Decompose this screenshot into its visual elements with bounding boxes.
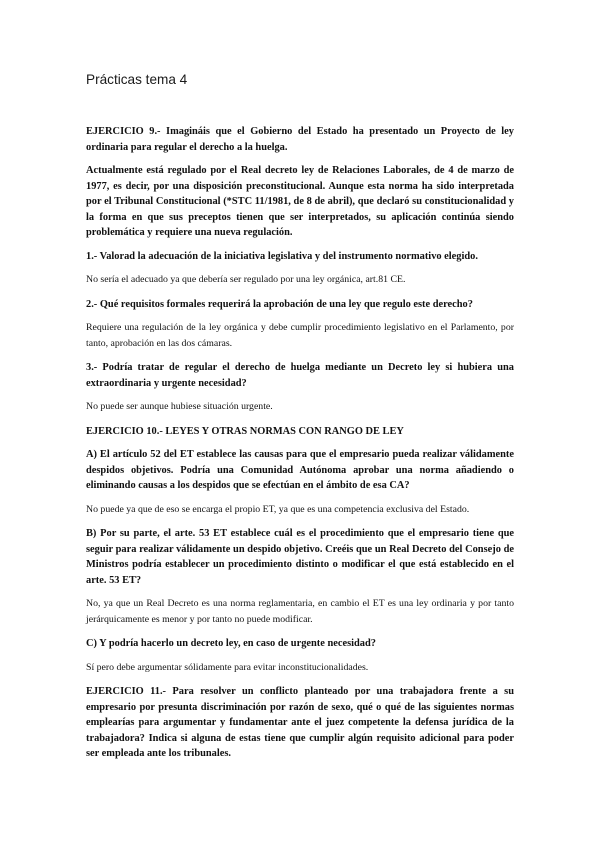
question-b: B) Por su parte, el arte. 53 ET establece cuál es el procedimiento que el empresario tiene que seguir para realizar válidamente un despido objetivo. Creéis que un Real Decreto del Consejo de Ministros podría establecer un procedimiento distinto o modificar el que está establecido en el arte. 53 ET? — [86, 528, 514, 586]
answer-1: No sería el adecuado ya que debería ser regulado por una ley orgánica, art.81 CE. — [86, 274, 406, 285]
answer-2: Requiere una regulación de la ley orgánica y debe cumplir procedimiento legislativo en el Parlamento, por tanto, aprobación en las dos cámaras. — [86, 322, 514, 349]
question-3: 3.- Podría tratar de regular el derecho de huelga mediante un Decreto ley si hubiera una extraordinaria y urgente necesidad? — [86, 362, 514, 389]
answer-b: No, ya que un Real Decreto es una norma reglamentaria, en cambio el ET es una ley ordinaria y por tanto jerárquicamente es menor y por tanto no puede modificar. — [86, 598, 514, 625]
ejercicio-11-heading: EJERCICIO 11.- Para resolver un conflicto planteado por una trabajadora frente a su empresario por presunta discriminación por razón de sexo, qué o qué de las siguientes normas emplearías para argumentar y fundamentar ante el juez competente la defensa jurídica de la trabajadora? Indica si alguna de estas tiene que cumplir algún requisito adicional para poder ser empleada ante los tribunales. — [86, 686, 514, 759]
ejercicio-10-heading: EJERCICIO 10.- LEYES Y OTRAS NORMAS CON RANGO DE LEY — [86, 425, 404, 437]
answer-3: No puede ser aunque hubiese situación urgente. — [86, 401, 273, 412]
page-title: Prácticas tema 4 — [86, 72, 188, 87]
answer-a: No puede ya que de eso se encarga el propio ET, ya que es una competencia exclusiva del Estado. — [86, 503, 470, 515]
question-1: 1.- Valorad la adecuación de la iniciativa legislativa y del instrumento normativo elegido. — [86, 250, 478, 262]
answer-c: Sí pero debe argumentar sólidamente para evitar inconstitucionalidades. — [86, 661, 369, 673]
question-c: C) Y podría hacerlo un decreto ley, en caso de urgente necesidad? — [86, 638, 376, 649]
ejercicio-11 — [86, 684, 514, 762]
ejercicio-9 — [86, 124, 514, 415]
document-body — [86, 124, 514, 770]
ejercicio-9-context: Actualmente está regulado por el Real decreto ley de Relaciones Laborales, de 4 de marzo de 1977, es decir, por una disposición preconstitucional. Aunque esta norma ha sido interpretada por el Tribunal Constitucional (*STC 11/1981, de 8 de abril), que declaró su constitucionalidad y la forma en que sus preceptos tienen que ser interpretados, su aplicación continúa siendo problemática y requiere una nueva regulación. — [86, 165, 514, 238]
question-a: A) El artículo 52 del ET establece las causas para que el empresario pueda realizar válidamente despidos objetivos. Podría una Comunidad Autónoma aprobar una norma añadiendo o eliminando causas a los despidos que se efectúan en el ámbito de esa CA? — [86, 449, 514, 491]
question-2: 2.- Qué requisitos formales requerirá la aprobación de una ley que regulo este derecho? — [86, 298, 473, 310]
ejercicio-9-heading: EJERCICIO 9.- Imagináis que el Gobierno del Estado ha presentado un Proyecto de ley ordinaria para regular el derecho a la huelga. — [86, 126, 514, 153]
ejercicio-10 — [86, 424, 514, 676]
